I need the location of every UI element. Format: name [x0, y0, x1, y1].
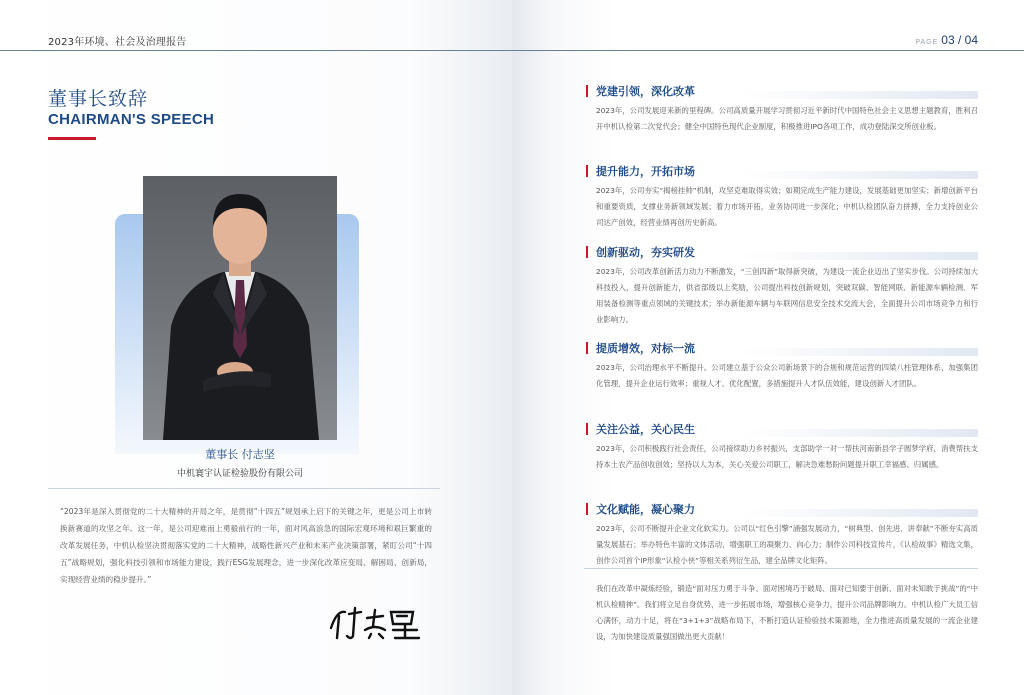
page-title-en: CHAIRMAN'S SPEECH: [48, 111, 215, 128]
section-body: 2023年，公司不断提升企业文化软实力。公司以“红色引擎”涵强发展动力，“树典型、创先进、讲奉献”不断夯实高质量发展基石；举办特色丰富的文体活动，增强职工的凝聚力、向心力；制作公司科技宣传片，《认检故事》精选文集，创作公司首个IP形象“认检小侠”等相关系列衍生品，建全品牌文化矩阵。: [596, 524, 978, 565]
section-body: 2023年，公司改革创新活力动力不断激发，“三创四新”取得新突破，为建设一流企业迈出了坚实步伐。公司持续加大科技投入，提升创新能力，供省部级以上奖励，公司提出科技创新规划，突破双碳、智能网联、新能源车辆检测、军用装备检测等重点领域的关键技术；举办新能源车辆与车联网信息安全技术交流大会，全面提升公司市场竞争力和行业影响力。: [596, 267, 978, 324]
section-efficiency: [584, 340, 978, 392]
section-heading: 文化赋能，凝心聚力: [584, 501, 978, 517]
section-heading: 创新驱动，夯实研发: [584, 244, 978, 260]
section-party-building: [584, 83, 978, 135]
section-heading: 提升能力，开拓市场: [584, 163, 978, 179]
section-culture: [584, 501, 978, 569]
chairman-quote: “2023年是深入贯彻党的二十大精神的开局之年，是贯彻“十四五”规划承上启下的关键之年，更是公司上市转换新赛道的攻坚之年。这一年，是公司迎难而上勇毅前行的一年，面对风高浪急的国际宏观环境和艰巨繁重的改革发展任务，中机认检坚决贯彻落实党的二十大精神，战略性新兴产业和未来产业决策部署，紧盯公司“十四五”战略规划，强化科技引领和市场能力建设，践行ESG发展理念，进一步深化改革应变局、解困局、创新局，实现经营业绩的稳步提升。”: [60, 507, 432, 584]
quote-divider: [48, 488, 440, 489]
portrait-caption-company: 中机寰宇认证检验股份有限公司: [176, 469, 303, 479]
section-body: 2023年，公司积极践行社会责任，公司接续助力乡村振兴，支部助学一对一帮扶河南新县学子圆梦学府，消费帮扶支持本土农产品创收创效；坚持以人为本，关心关爱公司职工，解决急难愁盼问题提升职工幸福感、归属感。: [596, 444, 978, 469]
closing-paragraph: 我们在改革中凝炼经验，锻造“面对压力勇于斗争、面对困境巧于破局、面对已知要于创新、面对未知敢于挑战”的“中机认检精神”。我们将立足自身优势，进一步拓展市场，增强核心竞争力，提升公司品牌影响力。中机认检广大员工信心满怀，动力十足，将在“3+1+3”战略布局下，不断打造认证检验技术策源地，全力推进高质量发展的一流企业建设，为加快建设质量强国做出更大贡献！: [596, 584, 978, 641]
section-body: 2023年，公司夯实“揭榜挂帅”机制，攻坚克难取得实效；如期完成生产能力建设，发展基础更加坚实；新增创新平台和重要资质，支撑业务新领域发展；着力市场开拓，业务协同进一步深化；中机认检团队奋力拼搏，全力支持创业公司达产创效，经营业绩再创历史新高。: [596, 186, 978, 227]
section-heading: 关注公益，关心民生: [584, 421, 978, 437]
portrait-caption-name: 董事长 付志坚: [205, 448, 275, 461]
section-capability: [584, 163, 978, 231]
page-number-value: 03 / 04: [941, 33, 978, 47]
header-rule: [0, 50, 512, 51]
page-number: [915, 33, 978, 47]
section-innovation: [584, 244, 978, 328]
section-heading: 提质增效，对标一流: [584, 340, 978, 356]
title-accent-bar: [48, 137, 96, 140]
chairman-portrait: [143, 176, 337, 440]
chairman-signature: [327, 602, 427, 642]
section-public-welfare: [584, 421, 978, 473]
page-title-cn: 董事长致辞: [48, 88, 149, 110]
page-label: PAGE: [915, 39, 939, 46]
section-heading: 党建引领，深化改革: [584, 83, 978, 99]
report-title: 2023年环境、社会及治理报告: [48, 37, 187, 48]
section-body: 2023年，公司治理水平不断提升。公司建立基于公众公司新场景下的合规和规范运营的四梁八柱管理体系，加强集团化管理，提升企业运行效率；重视人才、优化配置，多措施提升人才队伍效能，建设创新人才团队。: [596, 363, 978, 388]
section-body: 2023年，公司发展迎来新的里程碑。公司高质量开展学习贯彻习近平新时代中国特色社会主义思想主题教育，胜利召开中机认检第二次党代会；健全中国特色现代企业制度，积极推进IPO各项工作，成功登陆深交所创业板。: [596, 106, 978, 131]
header-rule-right: [512, 50, 1024, 51]
closing-divider: [584, 568, 978, 569]
